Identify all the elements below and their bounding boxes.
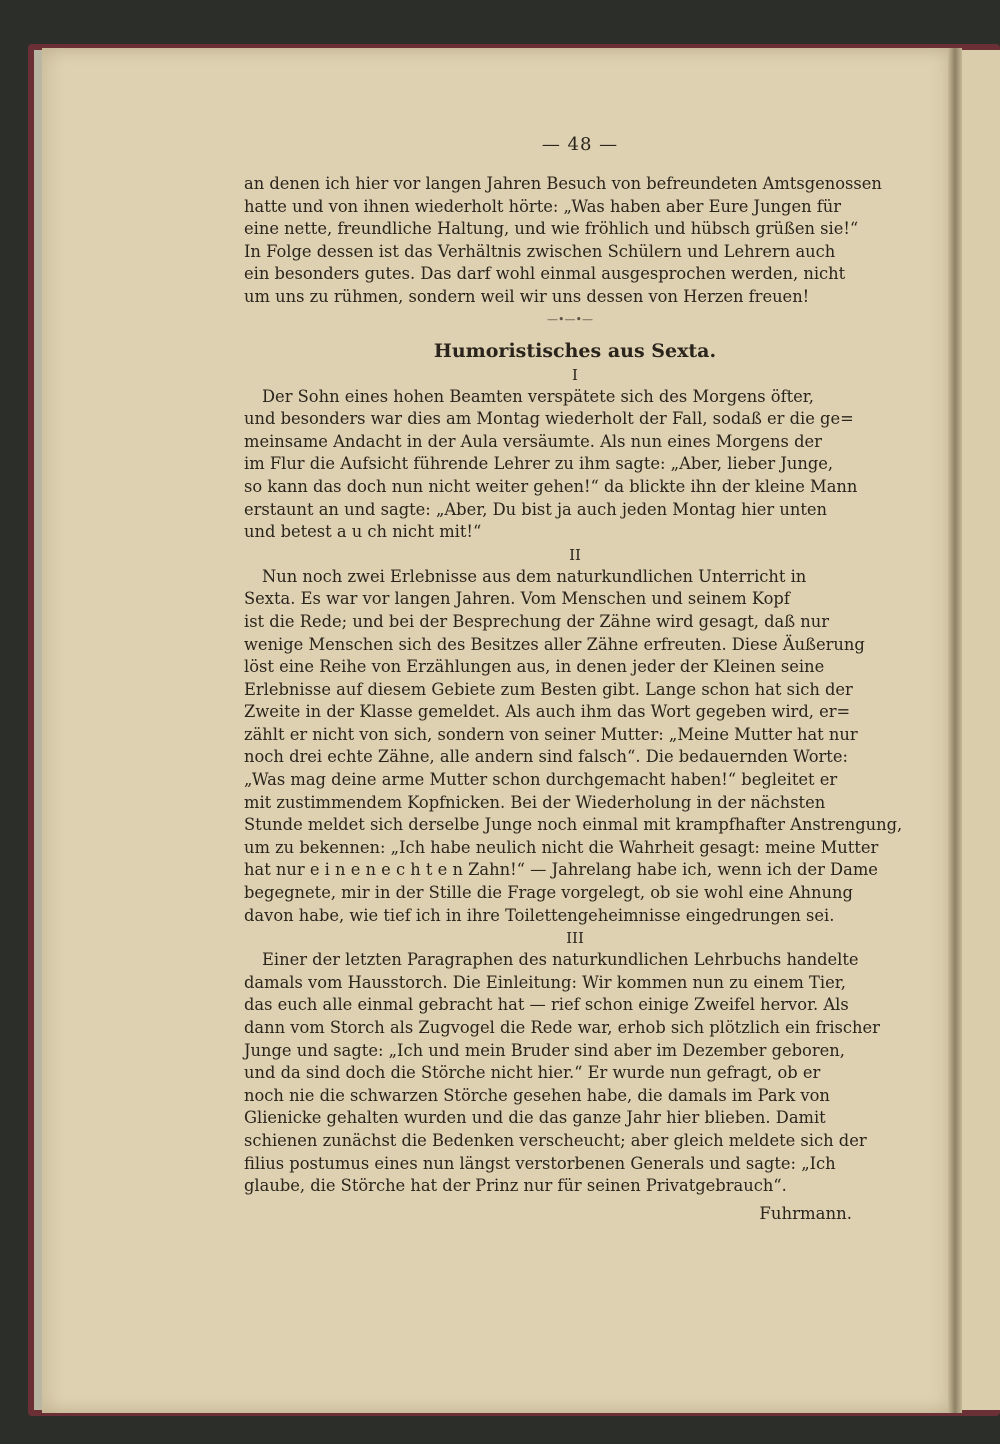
text-line: Stunde meldet sich derselbe Junge noch einmal mit krampfhafter Anstrengung, (244, 815, 903, 835)
text-line: das euch alle einmal gebracht hat — rief schon einige Zweifel hervor. Als (244, 995, 849, 1015)
text-line: ist die Rede; und bei der Besprechung der Zähne wird gesagt, daß nur (244, 611, 830, 631)
text-line: im Flur die Aufsicht führende Lehrer zu ihm sagte: „Aber, lieber Junge, (244, 454, 834, 474)
section-1-paragraph (244, 386, 876, 544)
page-number: — 48 — (541, 134, 619, 155)
text-line: meinsame Andacht in der Aula versäumte. Als nun eines Morgens der (244, 431, 822, 451)
facing-page-edge (962, 50, 1000, 1410)
text-line: hat nur e i n e n e c h t e n Zahn!“ — Jahrelang habe ich, wenn ich der Dame (244, 860, 878, 880)
text-line: davon habe, wie tief ich in ihre Toilettengeheimnisse eingedrungen sei. (244, 905, 835, 925)
section-numeral-1: I (572, 365, 578, 384)
text-line: ein besonders gutes. Das darf wohl einmal ausgesprochen werden, nicht (244, 264, 846, 284)
text-line: und besonders war dies am Montag wiederholt der Fall, sodaß er die ge= (244, 409, 854, 429)
text-line: eine nette, freundliche Haltung, und wie fröhlich und hübsch grüßen sie!“ (244, 219, 859, 239)
text-line: und betest a u ch nicht mit!“ (244, 522, 482, 542)
text-line: Zweite in der Klasse gemeldet. Als auch ihm das Wort gegeben wird, er= (244, 702, 851, 722)
text-line: Der Sohn eines hohen Beamten verspätete sich des Morgens öfter, (262, 386, 814, 406)
text-line: an denen ich hier vor langen Jahren Besuch von befreundeten Amtsgenossen (244, 174, 882, 193)
text-line: um zu bekennen: „Ich habe neulich nicht die Wahrheit gesagt: meine Mutter (244, 837, 879, 857)
text-line: löst eine Reihe von Erzählungen aus, in denen jeder der Kleinen seine (244, 657, 825, 677)
text-line: Sexta. Es war vor langen Jahren. Vom Menschen und seinem Kopf (244, 589, 790, 609)
section-numeral-3: III (566, 929, 584, 948)
section-3-paragraph (244, 949, 880, 1198)
text-line: erstaunt an und sagte: „Aber, Du bist ja auch jeden Montag hier unten (244, 499, 828, 519)
book-gutter (948, 48, 962, 1413)
text-line: um uns zu rühmen, sondern weil wir uns dessen von Herzen freuen! (244, 286, 810, 306)
text-line: noch nie die schwarzen Störche gesehen habe, die damals im Park von (244, 1085, 830, 1105)
text-line: begegnete, mir in der Stille die Frage vorgelegt, ob sie wohl eine Ahnung (244, 883, 853, 903)
text-line: glaube, die Störche hat der Prinz nur für seinen Privatgebrauch“. (244, 1176, 787, 1196)
text-line: hatte und von ihnen wiederholt hörte: „Was haben aber Eure Jungen für (244, 196, 842, 216)
text-line: Junge und sagte: „Ich und mein Bruder sind aber im Dezember geboren, (244, 1040, 845, 1060)
text-line: Nun noch zwei Erlebnisse aus dem naturkundlichen Unterricht in (262, 566, 807, 586)
text-line: wenige Menschen sich des Besitzes aller Zähne erfreuten. Diese Äußerung (244, 634, 865, 654)
section-heading: Humoristisches aus Sexta. (433, 339, 717, 362)
ornament-divider: —•—•— (547, 312, 593, 326)
section-2-paragraph (244, 566, 903, 928)
text-line: Einer der letzten Paragraphen des naturkundlichen Lehrbuchs handelte (262, 950, 859, 970)
text-line: und da sind doch die Störche nicht hier.“ Er wurde nun gefragt, ob er (244, 1063, 821, 1083)
text-line: so kann das doch nun nicht weiter gehen!“ da blickte ihn der kleine Mann (244, 476, 858, 496)
cover-edge (34, 50, 42, 1410)
section-numeral-2: II (569, 545, 581, 564)
text-line: zählt er nicht von sich, sondern von seiner Mutter: „Meine Mutter hat nur (244, 724, 858, 744)
text-line: noch drei echte Zähne, alle andern sind falsch“. Die bedauernden Worte: (244, 747, 848, 767)
text-line: In Folge dessen ist das Verhältnis zwischen Schülern und Lehrern auch (244, 241, 836, 261)
page-content (244, 130, 903, 1223)
text-line: Glienicke gehalten wurden und die das ganze Jahr hier blieben. Damit (244, 1108, 826, 1128)
text-line: „Was mag deine arme Mutter schon durchgemacht haben!“ begleitet er (244, 770, 838, 790)
text-line: Erlebnisse auf diesem Gebiete zum Besten gibt. Lange schon hat sich der (244, 679, 853, 699)
text-line: mit zustimmendem Kopfnicken. Bei der Wiederholung in der nächsten (244, 792, 826, 812)
text-line: damals vom Hausstorch. Die Einleitung: Wir kommen nun zu einem Tier, (244, 972, 846, 992)
text-line: schienen zunächst die Bedenken verscheucht; aber gleich meldete sich der (244, 1130, 867, 1150)
text-line: dann vom Storch als Zugvogel die Rede war, erhob sich plötzlich ein frischer (244, 1018, 880, 1037)
text-line: filius postumus eines nun längst verstorbenen Generals und sagte: „Ich (244, 1153, 836, 1173)
author-signature: Fuhrmann. (759, 1203, 852, 1223)
intro-paragraph (244, 173, 882, 309)
